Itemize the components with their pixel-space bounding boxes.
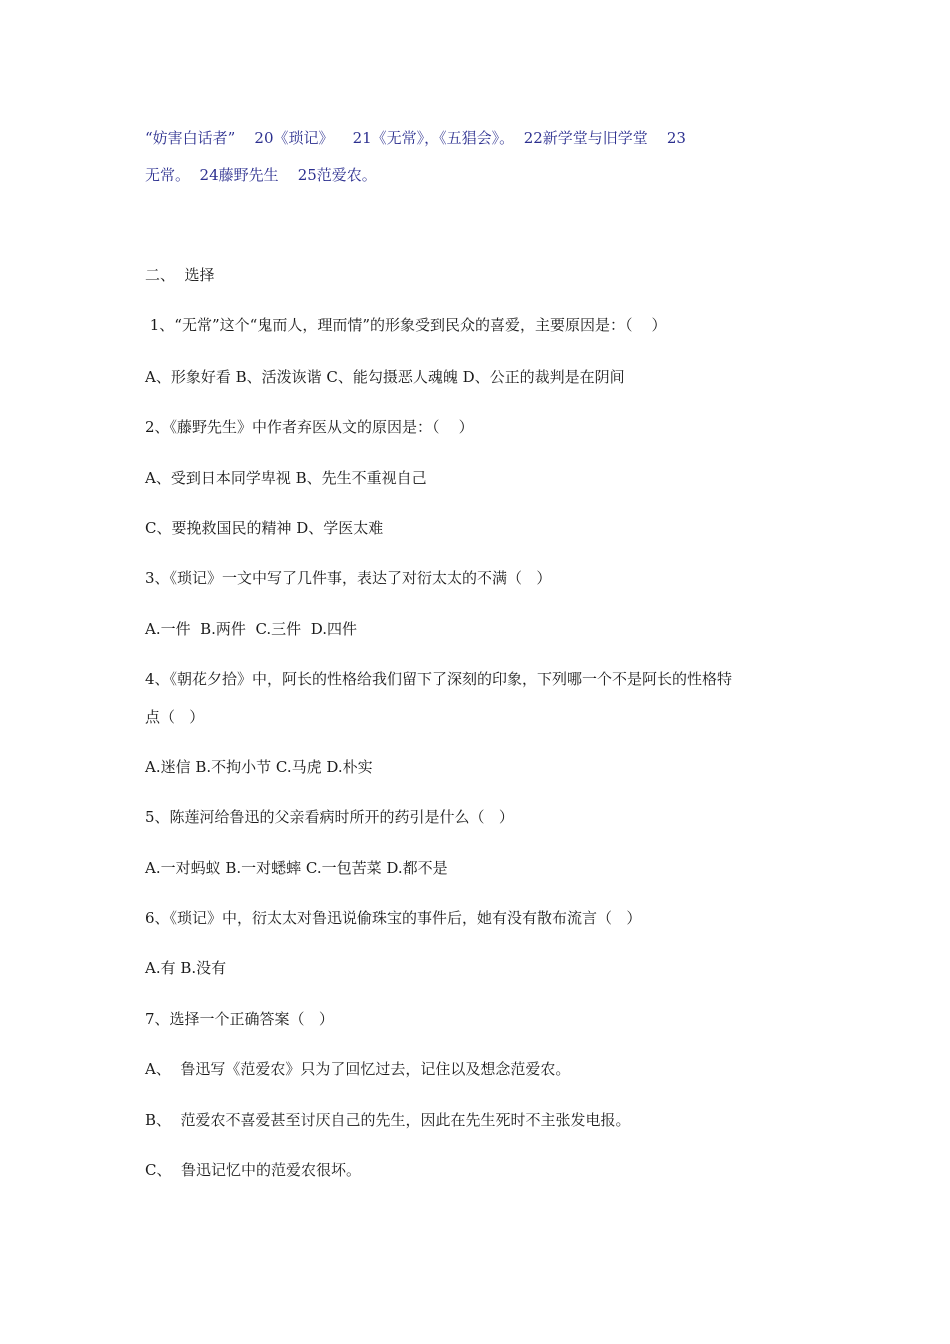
question-3-stem: 3、《琐记》一文中写了几件事，表达了对衍太太的不满（ ）: [145, 569, 552, 587]
question-6-stem: 6、《琐记》中，衍太太对鲁迅说偷珠宝的事件后，她有没有散布流言（ ）: [145, 909, 642, 927]
answer-line-1: “妨害白话者” 20《琐记》 21《无常》，《五猖会》。 22新学堂与旧学堂 23: [145, 129, 686, 147]
question-4-options: A.迷信 B.不拘小节 C.马虎 D.朴实: [145, 758, 373, 776]
answer-key-block: [145, 120, 825, 194]
question-1-options: A、形象好看 B、活泼诙谐 C、能勾摄恶人魂魄 D、公正的裁判是在阴间: [145, 368, 625, 386]
question-2-options-ab: A、受到日本同学卑视 B、先生不重视自己: [145, 469, 427, 487]
question-7-stem: 7、选择一个正确答案（ ）: [145, 1010, 334, 1028]
section-heading: 二、 选择: [145, 266, 215, 284]
question-5-options: A.一对蚂蚁 B.一对蟋蟀 C.一包苦菜 D.都不是: [145, 859, 448, 877]
question-5-stem: 5、陈莲河给鲁迅的父亲看病时所开的药引是什么（ ）: [145, 808, 514, 826]
question-7-option-a: A、 鲁迅写《范爱农》只为了回忆过去，记住以及想念范爱农。: [145, 1060, 571, 1078]
question-4-stem: 4、《朝花夕拾》中，阿长的性格给我们留下了深刻的印象，下列哪一个不是阿长的性格特: [145, 670, 733, 688]
question-2-options-cd: C、要挽救国民的精神 D、学医太难: [145, 519, 384, 537]
question-2-stem: 2、《藤野先生》中作者弃医从文的原因是：（ ）: [145, 418, 474, 436]
question-1-stem: 1、“无常”这个“鬼而人，理而情”的形象受到民众的喜爱，主要原因是：（ ）: [145, 316, 667, 334]
question-7-option-c: C、 鲁迅记忆中的范爱农很坏。: [145, 1161, 362, 1179]
answer-line-2: 无常。 24藤野先生 25范爱农。: [145, 166, 377, 184]
question-4-stem-cont: 点（ ）: [145, 708, 205, 726]
question-3-options: A.一件 B.两件 C.三件 D.四件: [145, 620, 357, 638]
question-6-options: A.有 B.没有: [145, 959, 227, 977]
question-7-option-b: B、 范爱农不喜爱甚至讨厌自己的先生，因此在先生死时不主张发电报。: [145, 1111, 631, 1129]
